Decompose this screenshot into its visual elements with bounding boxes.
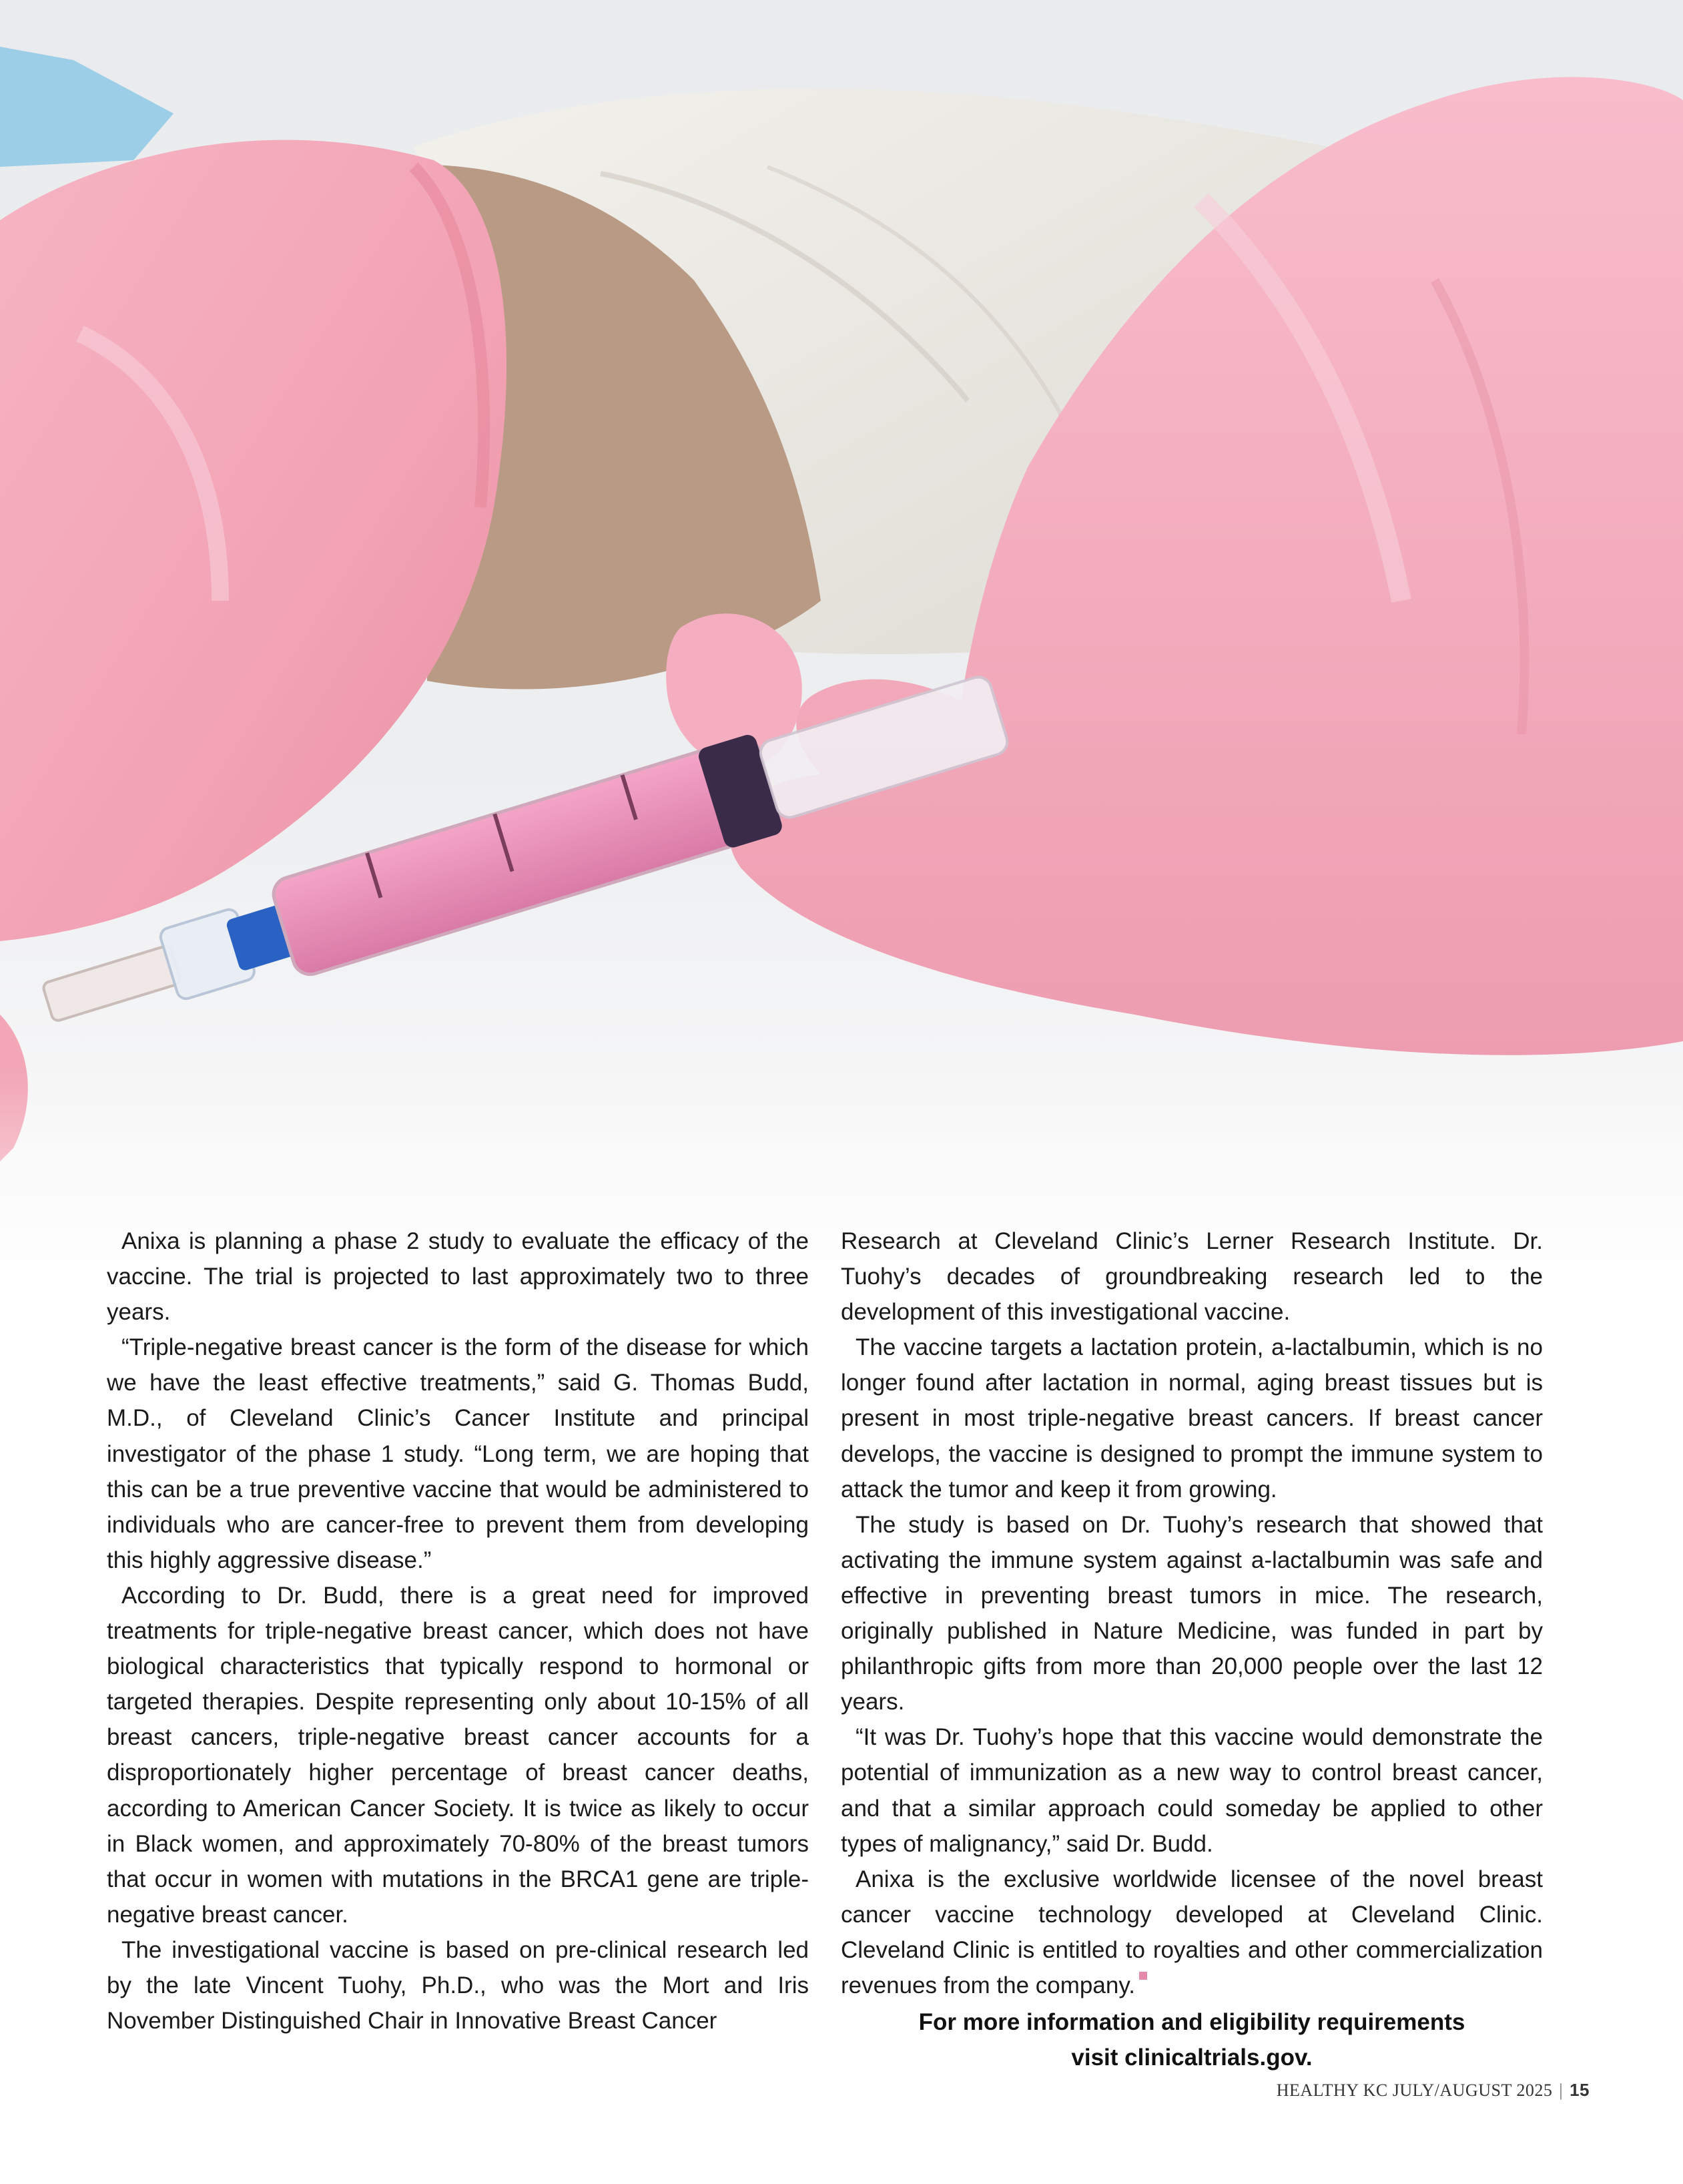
publication-name: HEALTHY KC JULY/AUGUST 2025 bbox=[1276, 2081, 1553, 2100]
article-body bbox=[107, 1223, 1543, 2075]
final-paragraph-text: Anixa is the exclusive worldwide licensee of the novel breast cancer vaccine technology developed at Cleveland Clinic. Cleveland Clinic is entitled to royalties and other commercialization revenues from the company. bbox=[841, 1866, 1543, 1998]
paragraph: According to Dr. Budd, there is a great need for improved treatments for triple-negative breast cancer, which does not have biological characteristics that typically respond to hormonal or targeted therapies. Despite representing only about 10-15% of all breast cancers, triple-negative breast cancer accounts for a disproportionately higher percentage of breast cancer deaths, according to American Cancer Society. It is twice as likely to occur in Black women, and approximately 70-80% of the breast tumors that occur in women with mutations in the BRCA1 gene are triple-negative breast cancer. bbox=[107, 1582, 809, 1928]
page-number: 15 bbox=[1570, 2080, 1590, 2100]
paragraph: “It was Dr. Tuohy’s hope that this vaccine would demonstrate the potential of immunization as a new way to control breast cancer, and that a similar approach could someday be applied to other types of malignancy,” said Dr. Budd. bbox=[841, 1724, 1543, 1857]
end-mark-icon bbox=[1139, 1972, 1147, 1980]
cta-line-2: visit clinicaltrials.gov. bbox=[1071, 2044, 1313, 2071]
paragraph: The vaccine targets a lactation protein, a-lactalbumin, which is no longer found after lactation in normal, aging breast tissues but is present in most triple-negative breast cancers. If breast cancer develops, the vaccine is designed to prompt the immune system to attack the tumor and keep it from growing. bbox=[841, 1334, 1543, 1503]
left-column bbox=[107, 1223, 809, 2075]
paragraph: The investigational vaccine is based on pre-clinical research led by the late Vincent Tuohy, Ph.D., who was the Mort and Iris November Distinguished Chair in Innovative Breast Cancer bbox=[107, 1936, 809, 2034]
call-to-action bbox=[841, 2004, 1543, 2075]
paragraph: Anixa is planning a phase 2 study to evaluate the efficacy of the vaccine. The trial is projected to last approximately two to three years. bbox=[107, 1228, 809, 1326]
paragraph: The study is based on Dr. Tuohy’s research that showed that activating the immune system against a-lactalbumin was safe and effective in preventing breast tumors in mice. The research, originally published in Nature Medicine, was funded in part by philanthropic gifts from more than 20,000 people over the last 12 years. bbox=[841, 1511, 1543, 1715]
footer-separator: | bbox=[1559, 2081, 1564, 2100]
cta-line-1: For more information and eligibility requirements bbox=[918, 2009, 1465, 2036]
paragraph-final bbox=[841, 1862, 1543, 2003]
right-column bbox=[841, 1223, 1543, 2075]
paragraph-continuation: Research at Cleveland Clinic’s Lerner Research Institute. Dr. Tuohy’s decades of groundbreaking research led to the development of this investigational vaccine. bbox=[841, 1228, 1543, 1326]
page-footer bbox=[1277, 2080, 1590, 2101]
paragraph: “Triple-negative breast cancer is the form of the disease for which we have the least effective treatments,” said G. Thomas Budd, M.D., of Cleveland Clinic’s Cancer Institute and principal investigator of the phase 1 study. “Long term, we are hoping that this can be a true preventive vaccine that would be administered to individuals who are cancer-free to prevent them from developing this highly aggressive disease.” bbox=[107, 1334, 809, 1573]
